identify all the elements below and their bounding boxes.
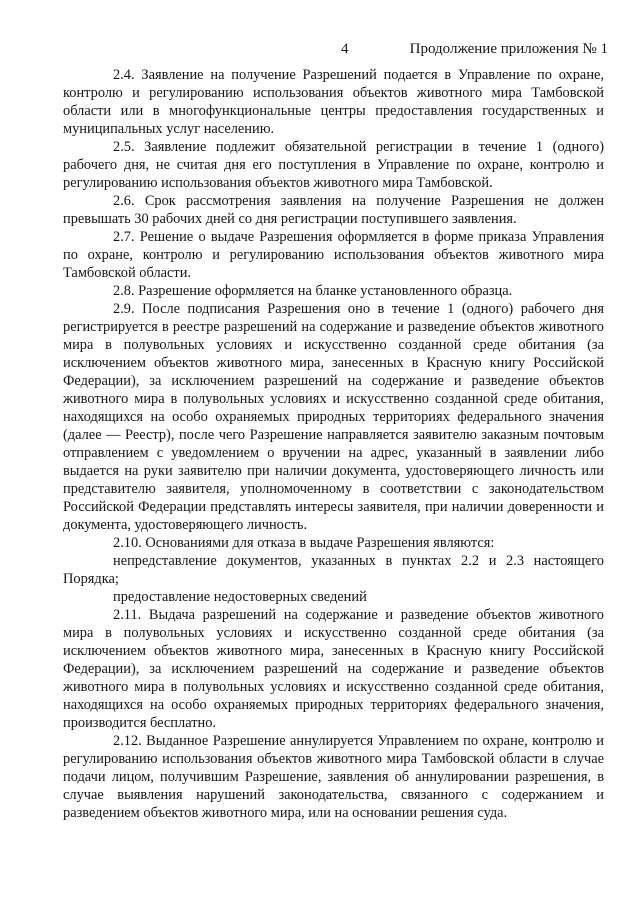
paragraph-2-10: 2.10. Основаниями для отказа в выдаче Разрешения являются: — [113, 535, 495, 551]
paragraph-2-4: 2.4. Заявление на получение Разрешений подается в Управление по охране, контролю и регулированию использования объектов животного мира Тамбовской области или в многофункциональные центры предоставления государственных и муниципальных услуг населению. — [63, 67, 604, 137]
document-body — [63, 66, 604, 822]
paragraph-2-5: 2.5. Заявление подлежит обязательной регистрации в течение 1 (одного) рабочего дня, не считая дня его поступления в Управление по охране, контролю и регулированию использования объектов животного мира Тамбовской. — [63, 139, 604, 191]
paragraph-2-12: 2.12. Выданное Разрешение аннулируется Управлением по охране, контролю и регулированию использования объектов животного мира Тамбовской области в случае подачи лицом, получившим Разрешение, заявления об аннулировании разрешения, в случае выявления нарушений законодательства, связанного с содержанием и разведением объектов животного мира, или на основании решения суда. — [63, 733, 604, 821]
paragraph-2-8: 2.8. Разрешение оформляется на бланке установленного образца. — [113, 283, 513, 299]
paragraph-2-6: 2.6. Срок рассмотрения заявления на получение Разрешения не должен превышать 30 рабочих дней со дня регистрации поступившего заявления. — [63, 193, 604, 227]
refusal-reason-2: предоставление недостоверных сведений — [113, 589, 367, 605]
page-number: 4 — [341, 41, 349, 57]
paragraph-2-9: 2.9. После подписания Разрешения оно в течение 1 (одного) рабочего дня регистрируется в реестре разрешений на содержание и разведение объектов животного мира в полувольных условиях и искусственно созданной среде обитания (за исключением объектов животного мира, занесенных в Красную книгу Российской Федерации), за исключением разрешений на содержание и разведение объектов животного мира в полувольных условиях и искусственно созданной среде обитания, находящихся на особо охраняемых природных территориях федерального значения (далее — Реестр), после чего Разрешение направляется заявителю заказным почтовым отправлением с уведомлением о вручении на адрес, указанный в заявлении либо выдается на руки заявителю при наличии документа, удостоверяющего личность или представителю заявителя, уполномоченному в соответствии с законодательством Российской Федерации представлять интересы заявителя, при наличии доверенности и документа, удостоверяющего личность. — [63, 301, 604, 533]
appendix-continuation-label: Продолжение приложения № 1 — [409, 41, 608, 57]
paragraph-2-11: 2.11. Выдача разрешений на содержание и разведение объектов животного мира в полувольных условиях и искусственно созданной среде обитания (за исключением объектов животного мира, занесенных в Красную книгу Российской Федерации), за исключением разрешений на содержание и разведение объектов животного мира в полувольных условиях и искусственно созданной среде обитания, находящихся на особо охраняемых природных территориях федерального значения, производится бесплатно. — [63, 607, 604, 731]
page-header — [0, 38, 640, 60]
refusal-reason-1: непредставление документов, указанных в пунктах 2.2 и 2.3 настоящего Порядка; — [63, 553, 604, 587]
paragraph-2-7: 2.7. Решение о выдаче Разрешения оформляется в форме приказа Управления по охране, контролю и регулированию использования объектов животного мира Тамбовской области. — [63, 229, 604, 281]
